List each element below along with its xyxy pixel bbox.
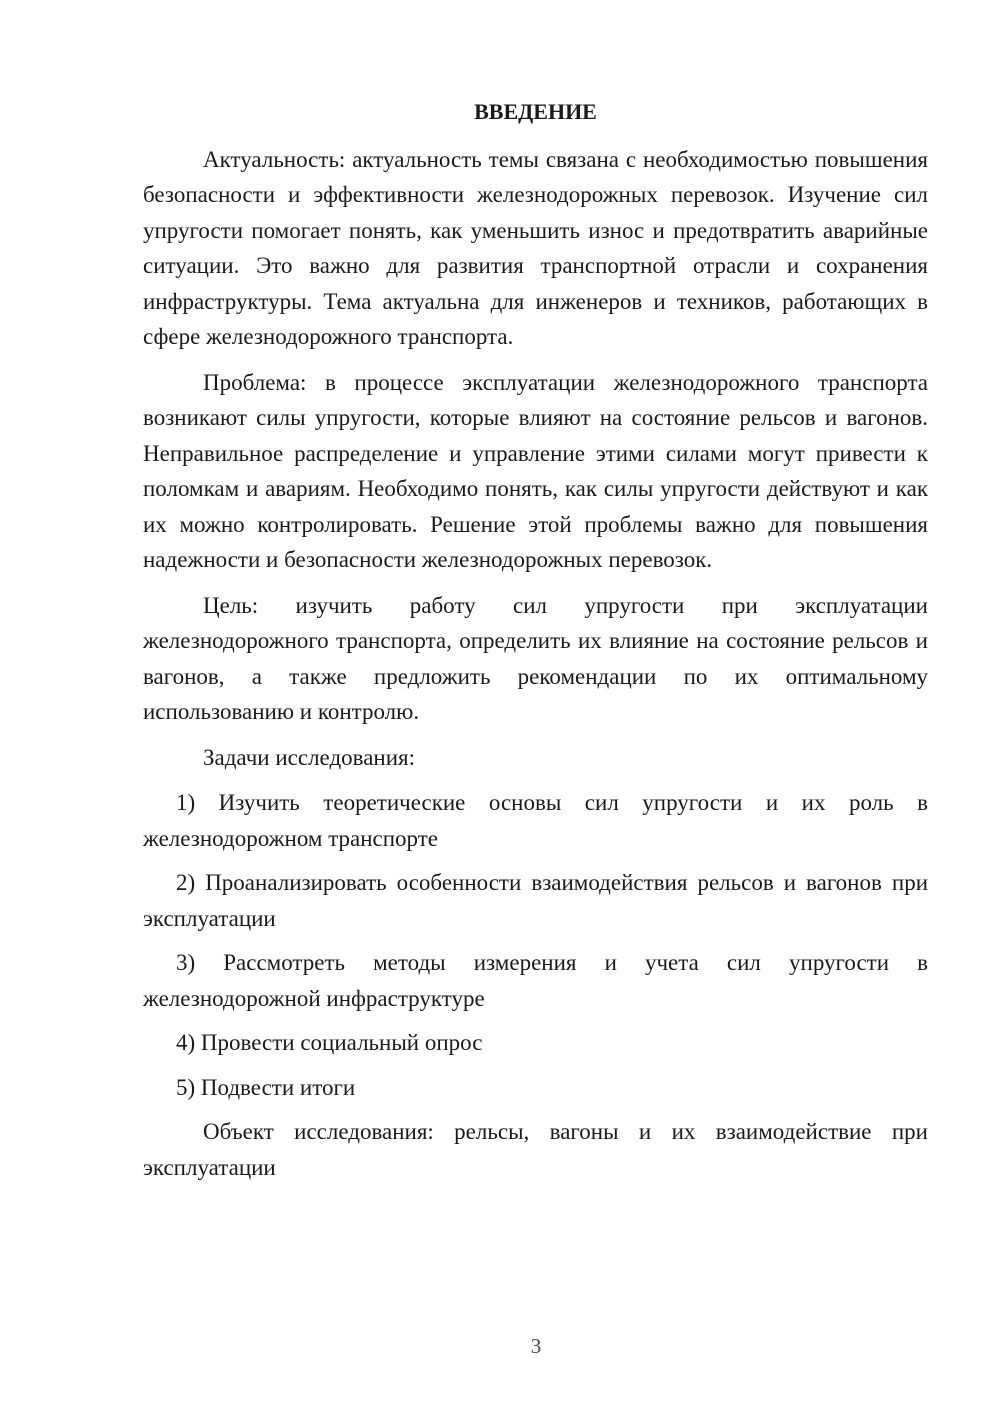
page-content xyxy=(143,94,928,1195)
page-number: 3 xyxy=(530,1334,542,1358)
object-paragraph: Объект исследования: рельсы, вагоны и их взаимодействие при эксплуатации xyxy=(143,1119,928,1180)
section-title: ВВЕДЕНИЕ xyxy=(474,99,597,124)
task-item-3: 3) Рассмотреть методы измерения и учета сил упругости в железнодорожной инфраструктуре xyxy=(143,950,928,1011)
task-item-5: 5) Подвести итоги xyxy=(176,1074,356,1100)
relevance-paragraph: Актуальность: актуальность темы связана с необходимостью повышения безопасности и эффективности железнодорожных перевозок. Изучение сил упругости помогает понять, как уменьшить износ и предотвратить аварийные ситуации. Это важно для развития транспортной отрасли и сохранения инфраструктуры. Тема актуальна для инженеров и техников, работающих в сфере железнодорожного транспорта. xyxy=(143,146,928,349)
task-item-1: 1) Изучить теоретические основы сил упругости и их роль в железнодорожном транспорте xyxy=(143,790,928,851)
task-item-2: 2) Проанализировать особенности взаимодействия рельсов и вагонов при эксплуатации xyxy=(143,870,928,931)
problem-paragraph: Проблема: в процессе эксплуатации железнодорожного транспорта возникают силы упругости, которые влияют на состояние рельсов и вагонов. Неправильное распределение и управление этими силами могут привести к поломкам и авариям. Необходимо понять, как силы упругости действуют и как их можно контролировать. Решение этой проблемы важно для повышения надежности и безопасности железнодорожных перевозок. xyxy=(143,369,928,572)
tasks-heading: Задачи исследования: xyxy=(203,744,416,770)
task-item-4: 4) Провести социальный опрос xyxy=(176,1030,483,1055)
goal-paragraph: Цель: изучить работу сил упругости при эксплуатации железнодорожного транспорта, определить их влияние на состояние рельсов и вагонов, а также предложить рекомендации по их оптимальному использованию и контролю. xyxy=(143,592,928,724)
